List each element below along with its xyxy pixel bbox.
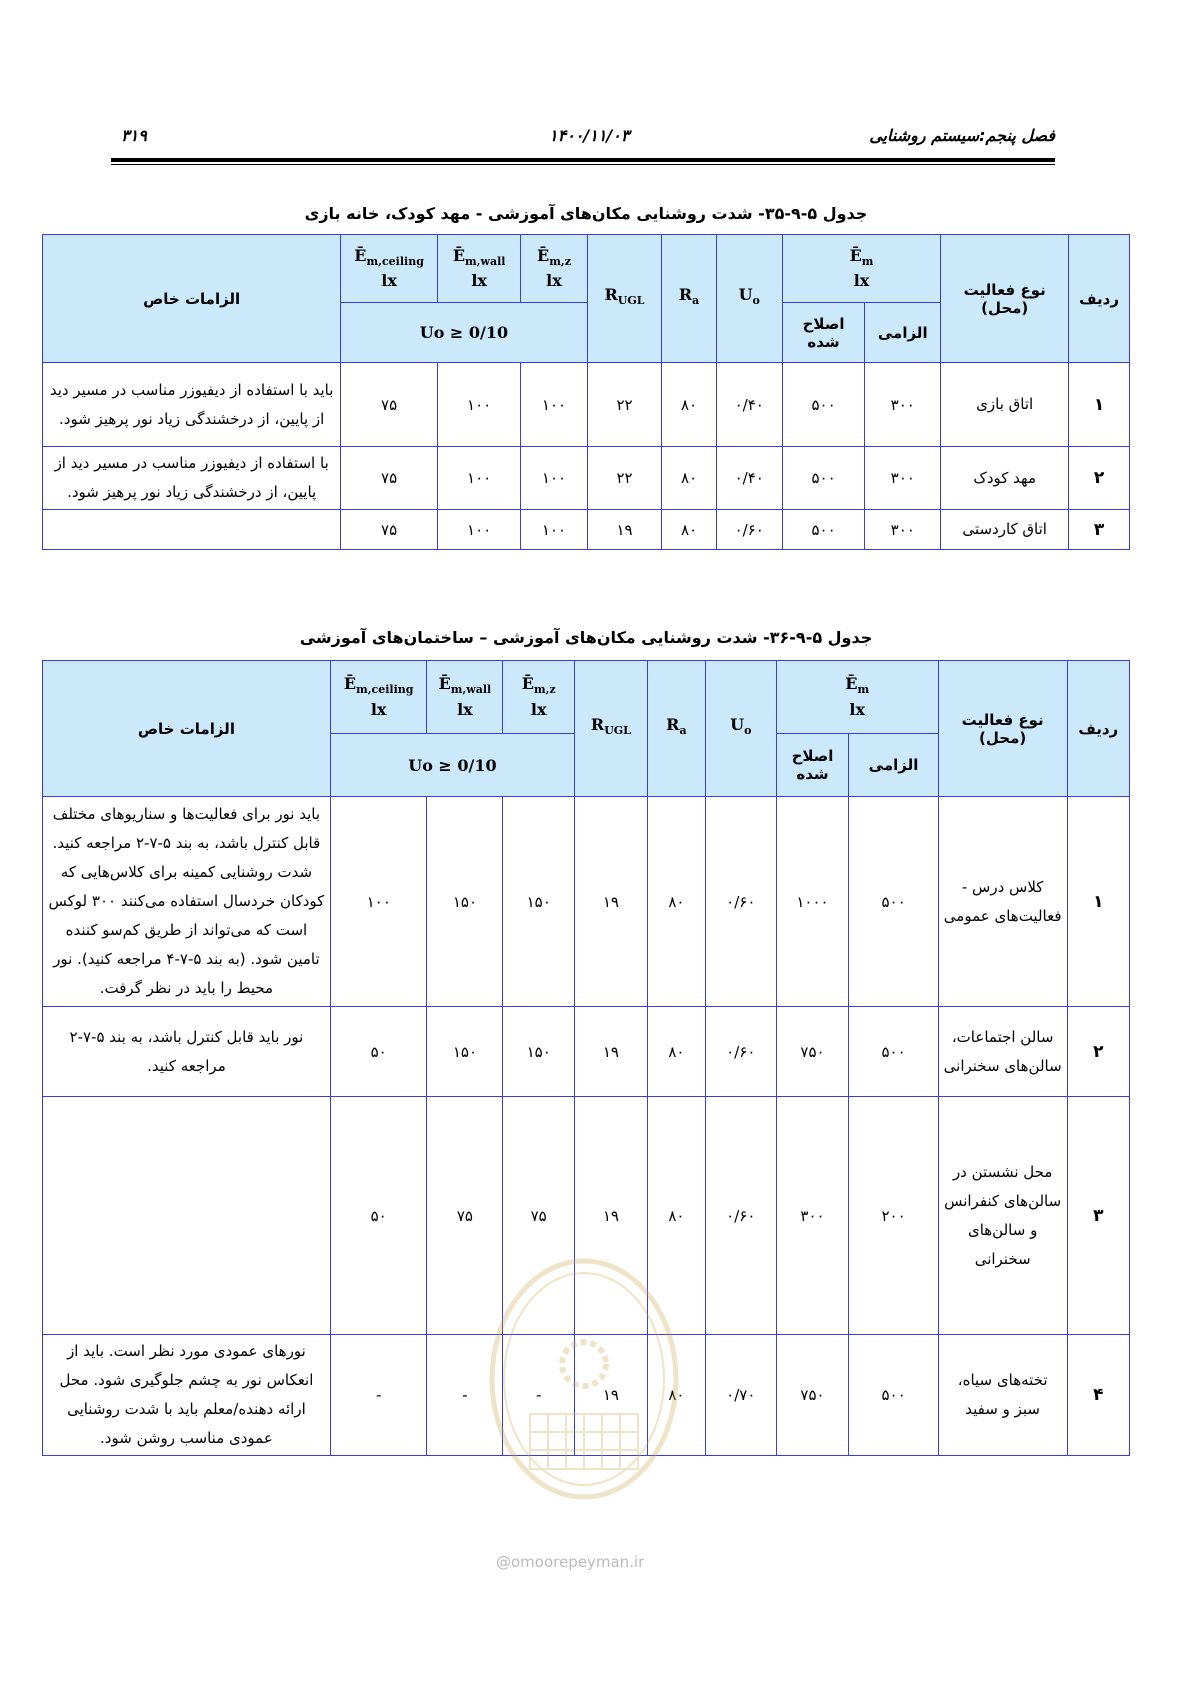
chapter-title: فصل پنجم:سیستم روشنایی [869, 126, 1055, 145]
ra-cell: ۸۰ [647, 1097, 705, 1335]
table-row [43, 447, 1130, 510]
header-uo: $U_o$ [705, 661, 776, 797]
header-corrected: اصلاح شده [776, 734, 849, 797]
em-z-cell: ۱۵۰ [503, 797, 575, 1007]
em-ceiling-cell: ۷۵ [341, 363, 438, 447]
em-mandatory-cell: ۳۰۰ [865, 447, 941, 510]
activity-cell: مهد کودک [941, 447, 1069, 510]
lighting-table-kindergarten [42, 234, 1130, 550]
rugl-cell: ۱۹ [575, 1007, 648, 1097]
em-ceiling-cell: ۵۰ [330, 1007, 427, 1097]
em-corrected-cell: ۳۰۰ [776, 1097, 849, 1335]
em-corrected-cell: ۷۵۰ [776, 1007, 849, 1097]
header-em-ceiling: $Ē_{m,ceiling}$ lx [330, 661, 427, 734]
em-mandatory-cell: ۵۰۰ [849, 1007, 938, 1097]
em-corrected-cell: ۵۰۰ [782, 510, 864, 550]
em-z-cell: ۱۰۰ [521, 447, 587, 510]
uo-cell: ۰/۶۰ [705, 1007, 776, 1097]
table-row [43, 510, 1130, 550]
em-mandatory-cell: ۳۰۰ [865, 363, 941, 447]
uo-cell: ۰/۴۰ [716, 447, 782, 510]
row-number-cell: ۴ [1067, 1335, 1129, 1456]
rugl-cell: ۱۹ [575, 1097, 648, 1335]
table-caption: جدول ۵-۹-۳۵- شدت روشنایی مکان‌های آموزشی - مهد کودک، خانه بازی [304, 204, 868, 223]
requirements-cell: باید با استفاده از دیفیوزر مناسب در مسیر دید از پایین، از درخشندگی زیاد نور پرهیز شود. [43, 363, 341, 447]
header-em-z: $Ē_{m,z}$ lx [521, 235, 587, 303]
header-rugl: $R_{UGL}$ [575, 661, 648, 797]
em-mandatory-cell: ۳۰۰ [865, 510, 941, 550]
row-number-cell: ۳ [1069, 510, 1130, 550]
requirements-cell: نورهای عمودی مورد نظر است. باید از انعکاس نور به چشم جلوگیری شود. محل ارائه دهنده/معلم باید با شدت روشنایی عمودی مناسب روشن شود. [43, 1335, 331, 1456]
ra-cell: ۸۰ [662, 447, 716, 510]
header-em: $Ē_m$ lx [782, 235, 940, 303]
header-mandatory: الزامی [849, 734, 938, 797]
header-requirements: الزامات خاص [43, 661, 331, 797]
rugl-cell: ۱۹ [587, 510, 662, 550]
em-z-cell: - [503, 1335, 575, 1456]
header-activity: نوع فعالیت (محل) [941, 235, 1069, 363]
em-z-cell: ۱۰۰ [521, 363, 587, 447]
ra-cell: ۸۰ [662, 510, 716, 550]
em-corrected-cell: ۱۰۰۰ [776, 797, 849, 1007]
em-wall-cell: - [427, 1335, 503, 1456]
table-row [43, 363, 1130, 447]
activity-cell: کلاس درس - فعالیت‌های عمومی [938, 797, 1067, 1007]
em-z-cell: ۱۰۰ [521, 510, 587, 550]
uo-cell: ۰/۶۰ [716, 510, 782, 550]
em-mandatory-cell: ۵۰۰ [849, 1335, 938, 1456]
uo-cell: ۰/۶۰ [705, 797, 776, 1007]
rugl-cell: ۱۹ [575, 797, 648, 1007]
em-ceiling-cell: ۱۰۰ [330, 797, 427, 1007]
em-corrected-cell: ۵۰۰ [782, 447, 864, 510]
ra-cell: ۸۰ [647, 1007, 705, 1097]
uo-cell: ۰/۷۰ [705, 1335, 776, 1456]
ra-cell: ۸۰ [662, 363, 716, 447]
header-uniformity-condition: Uo ≥ 0/10 [341, 303, 587, 363]
em-wall-cell: ۷۵ [427, 1097, 503, 1335]
revision-date: ۱۴۰۰/۱۱/۰۳ [549, 126, 630, 145]
em-mandatory-cell: ۲۰۰ [849, 1097, 938, 1335]
header-em-wall: $Ē_{m,wall}$ lx [437, 235, 521, 303]
em-corrected-cell: ۵۰۰ [782, 363, 864, 447]
activity-cell: تخته‌های سیاه، سبز و سفید [938, 1335, 1067, 1456]
em-wall-cell: ۱۵۰ [427, 1007, 503, 1097]
table-row [43, 797, 1130, 1007]
em-z-cell: ۱۵۰ [503, 1007, 575, 1097]
header-rule-thin [111, 164, 1055, 165]
row-number-cell: ۲ [1069, 447, 1130, 510]
header-rule-thick [111, 158, 1055, 162]
em-ceiling-cell: ۷۵ [341, 447, 438, 510]
watermark-url: @omoorepeyman.ir [496, 1553, 645, 1571]
rugl-cell: ۱۹ [575, 1335, 648, 1456]
em-wall-cell: ۱۵۰ [427, 797, 503, 1007]
header-ra: $R_a$ [647, 661, 705, 797]
ra-cell: ۸۰ [647, 797, 705, 1007]
header-em-wall: $Ē_{m,wall}$ lx [427, 661, 503, 734]
row-number-cell: ۲ [1067, 1007, 1129, 1097]
header-em-ceiling: $Ē_{m,ceiling}$ lx [341, 235, 438, 303]
table-row [43, 1007, 1130, 1097]
header-requirements: الزامات خاص [43, 235, 341, 363]
em-wall-cell: ۱۰۰ [437, 510, 521, 550]
ra-cell: ۸۰ [647, 1335, 705, 1456]
uo-cell: ۰/۴۰ [716, 363, 782, 447]
lighting-table-educational [42, 660, 1130, 1456]
page-number: ۳۱۹ [121, 126, 147, 145]
header-activity: نوع فعالیت (محل) [938, 661, 1067, 797]
uo-cell: ۰/۶۰ [705, 1097, 776, 1335]
header-ra: $R_a$ [662, 235, 716, 363]
rugl-cell: ۲۲ [587, 447, 662, 510]
table-row [43, 1097, 1130, 1335]
em-ceiling-cell: - [330, 1335, 427, 1456]
running-header [111, 118, 1055, 148]
header-uniformity-condition: Uo ≥ 0/10 [330, 734, 574, 797]
header-corrected: اصلاح شده [782, 303, 864, 363]
em-mandatory-cell: ۵۰۰ [849, 797, 938, 1007]
activity-cell: محل نشستن در سالن‌های کنفرانس و سالن‌های سخنرانی [938, 1097, 1067, 1335]
row-number-cell: ۳ [1067, 1097, 1129, 1335]
requirements-cell [43, 510, 341, 550]
em-ceiling-cell: ۷۵ [341, 510, 438, 550]
rugl-cell: ۲۲ [587, 363, 662, 447]
em-wall-cell: ۱۰۰ [437, 447, 521, 510]
header-uo: $U_o$ [716, 235, 782, 363]
requirements-cell: نور باید قابل کنترل باشد، به بند ۵-۷-۲ مراجعه کنید. [43, 1007, 331, 1097]
activity-cell: اتاق بازی [941, 363, 1069, 447]
requirements-cell: با استفاده از دیفیوزر مناسب در مسیر دید از پایین، از درخشندگی زیاد نور پرهیز شود. [43, 447, 341, 510]
em-corrected-cell: ۷۵۰ [776, 1335, 849, 1456]
em-wall-cell: ۱۰۰ [437, 363, 521, 447]
row-number-cell: ۱ [1069, 363, 1130, 447]
header-em-z: $Ē_{m,z}$ lx [503, 661, 575, 734]
em-z-cell: ۷۵ [503, 1097, 575, 1335]
requirements-cell [43, 1097, 331, 1335]
requirements-cell: باید نور برای فعالیت‌ها و سناریوهای مختلف قابل کنترل باشد، به بند ۵-۷-۲ مراجعه کنید. شدت روشنایی کمینه برای کلاس‌هایی که کودکان خردسال استفاده می‌کنند ۳۰۰ لوکس است که می‌تواند از طریق کم‌سو کننده تامین شود. (به بند ۵-۷-۴ مراجعه کنید). نور محیط را باید در نظر گرفت. [43, 797, 331, 1007]
activity-cell: سالن اجتماعات، سالن‌های سخنرانی [938, 1007, 1067, 1097]
header-rugl: $R_{UGL}$ [587, 235, 662, 363]
table-caption: جدول ۵-۹-۳۶- شدت روشنایی مکان‌های آموزشی – ساختمان‌های آموزشی [299, 628, 873, 647]
header-row-number: ردیف [1069, 235, 1130, 363]
header-mandatory: الزامی [865, 303, 941, 363]
row-number-cell: ۱ [1067, 797, 1129, 1007]
header-row-number: ردیف [1067, 661, 1129, 797]
header-em: $Ē_m$ lx [776, 661, 938, 734]
table-row [43, 1335, 1130, 1456]
activity-cell: اتاق کاردستی [941, 510, 1069, 550]
em-ceiling-cell: ۵۰ [330, 1097, 427, 1335]
